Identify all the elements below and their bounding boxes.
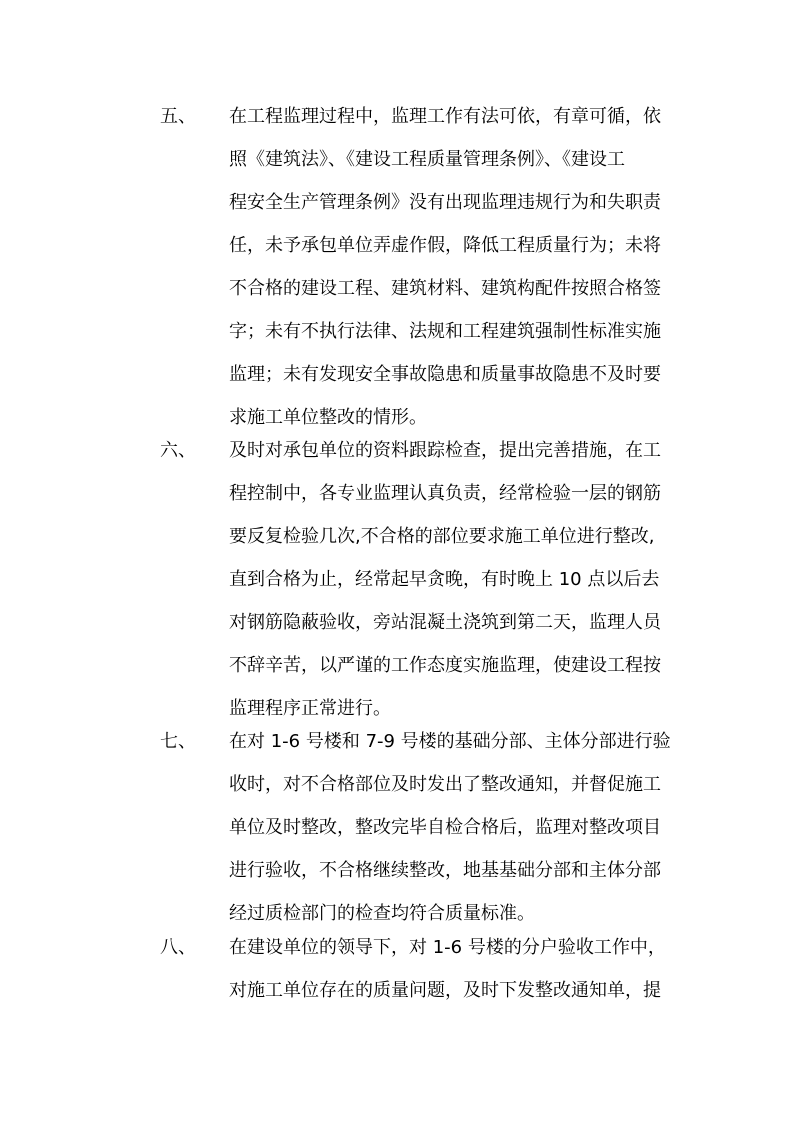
text-line: 经过质检部门的检查均符合质量标准。 — [229, 903, 535, 924]
text-line: 直到合格为止，经常起早贪晚，有时晚上 10 点以后去 — [229, 569, 660, 590]
text-line: 不辞辛苦，以严谨的工作态度实施监理，使建设工程按 — [229, 655, 661, 676]
item-number: 八、 — [160, 937, 196, 958]
item-number: 五、 — [160, 106, 196, 127]
text-line: 收时，对不合格部位及时发出了整改通知，并督促施工 — [229, 774, 661, 795]
text-line: 监理；未有发现安全事故隐患和质量事故隐患不及时要 — [229, 364, 661, 385]
text-line: 求施工单位整改的情形。 — [229, 407, 427, 428]
text-line: 进行验收，不合格继续整改，地基基础分部和主体分部 — [229, 860, 661, 881]
text-line: 在建设单位的领导下，对 1-6 号楼的分户验收工作中， — [229, 937, 666, 958]
text-line: 任，未予承包单位弄虚作假，降低工程质量行为；未将 — [229, 235, 661, 256]
text-line: 不合格的建设工程、建筑材料、建筑构配件按照合格签 — [229, 278, 661, 299]
text-line: 及时对承包单位的资料跟踪检查，提出完善措施，在工 — [229, 440, 661, 461]
text-line: 单位及时整改，整改完毕自检合格后，监理对整改项目 — [229, 817, 661, 838]
text-line: 对施工单位存在的质量问题，及时下发整改通知单，提 — [229, 980, 661, 1001]
text-line: 字；未有不执行法律、法规和工程建筑强制性标准实施 — [229, 321, 661, 342]
text-line: 要反复检验几次,不合格的部位要求施工单位进行整改, — [229, 526, 655, 547]
text-line: 对钢筋隐蔽验收，旁站混凝土浇筑到第二天，监理人员 — [229, 612, 661, 633]
text-line: 照《建筑法》、《建设工程质量管理条例》、《建设工 — [229, 149, 625, 170]
item-number: 七、 — [160, 731, 196, 752]
text-line: 程安全生产管理条例》没有出现监理违规行为和失职责 — [229, 192, 661, 213]
text-line: 在对 1-6 号楼和 7-9 号楼的基础分部、主体分部进行验 — [229, 731, 671, 752]
text-line: 程控制中，各专业监理认真负责，经常检验一层的钢筋 — [229, 483, 661, 504]
text-line: 在工程监理过程中，监理工作有法可依，有章可循，依 — [229, 106, 661, 127]
text-line: 监理程序正常进行。 — [229, 698, 391, 719]
item-number: 六、 — [160, 440, 196, 461]
